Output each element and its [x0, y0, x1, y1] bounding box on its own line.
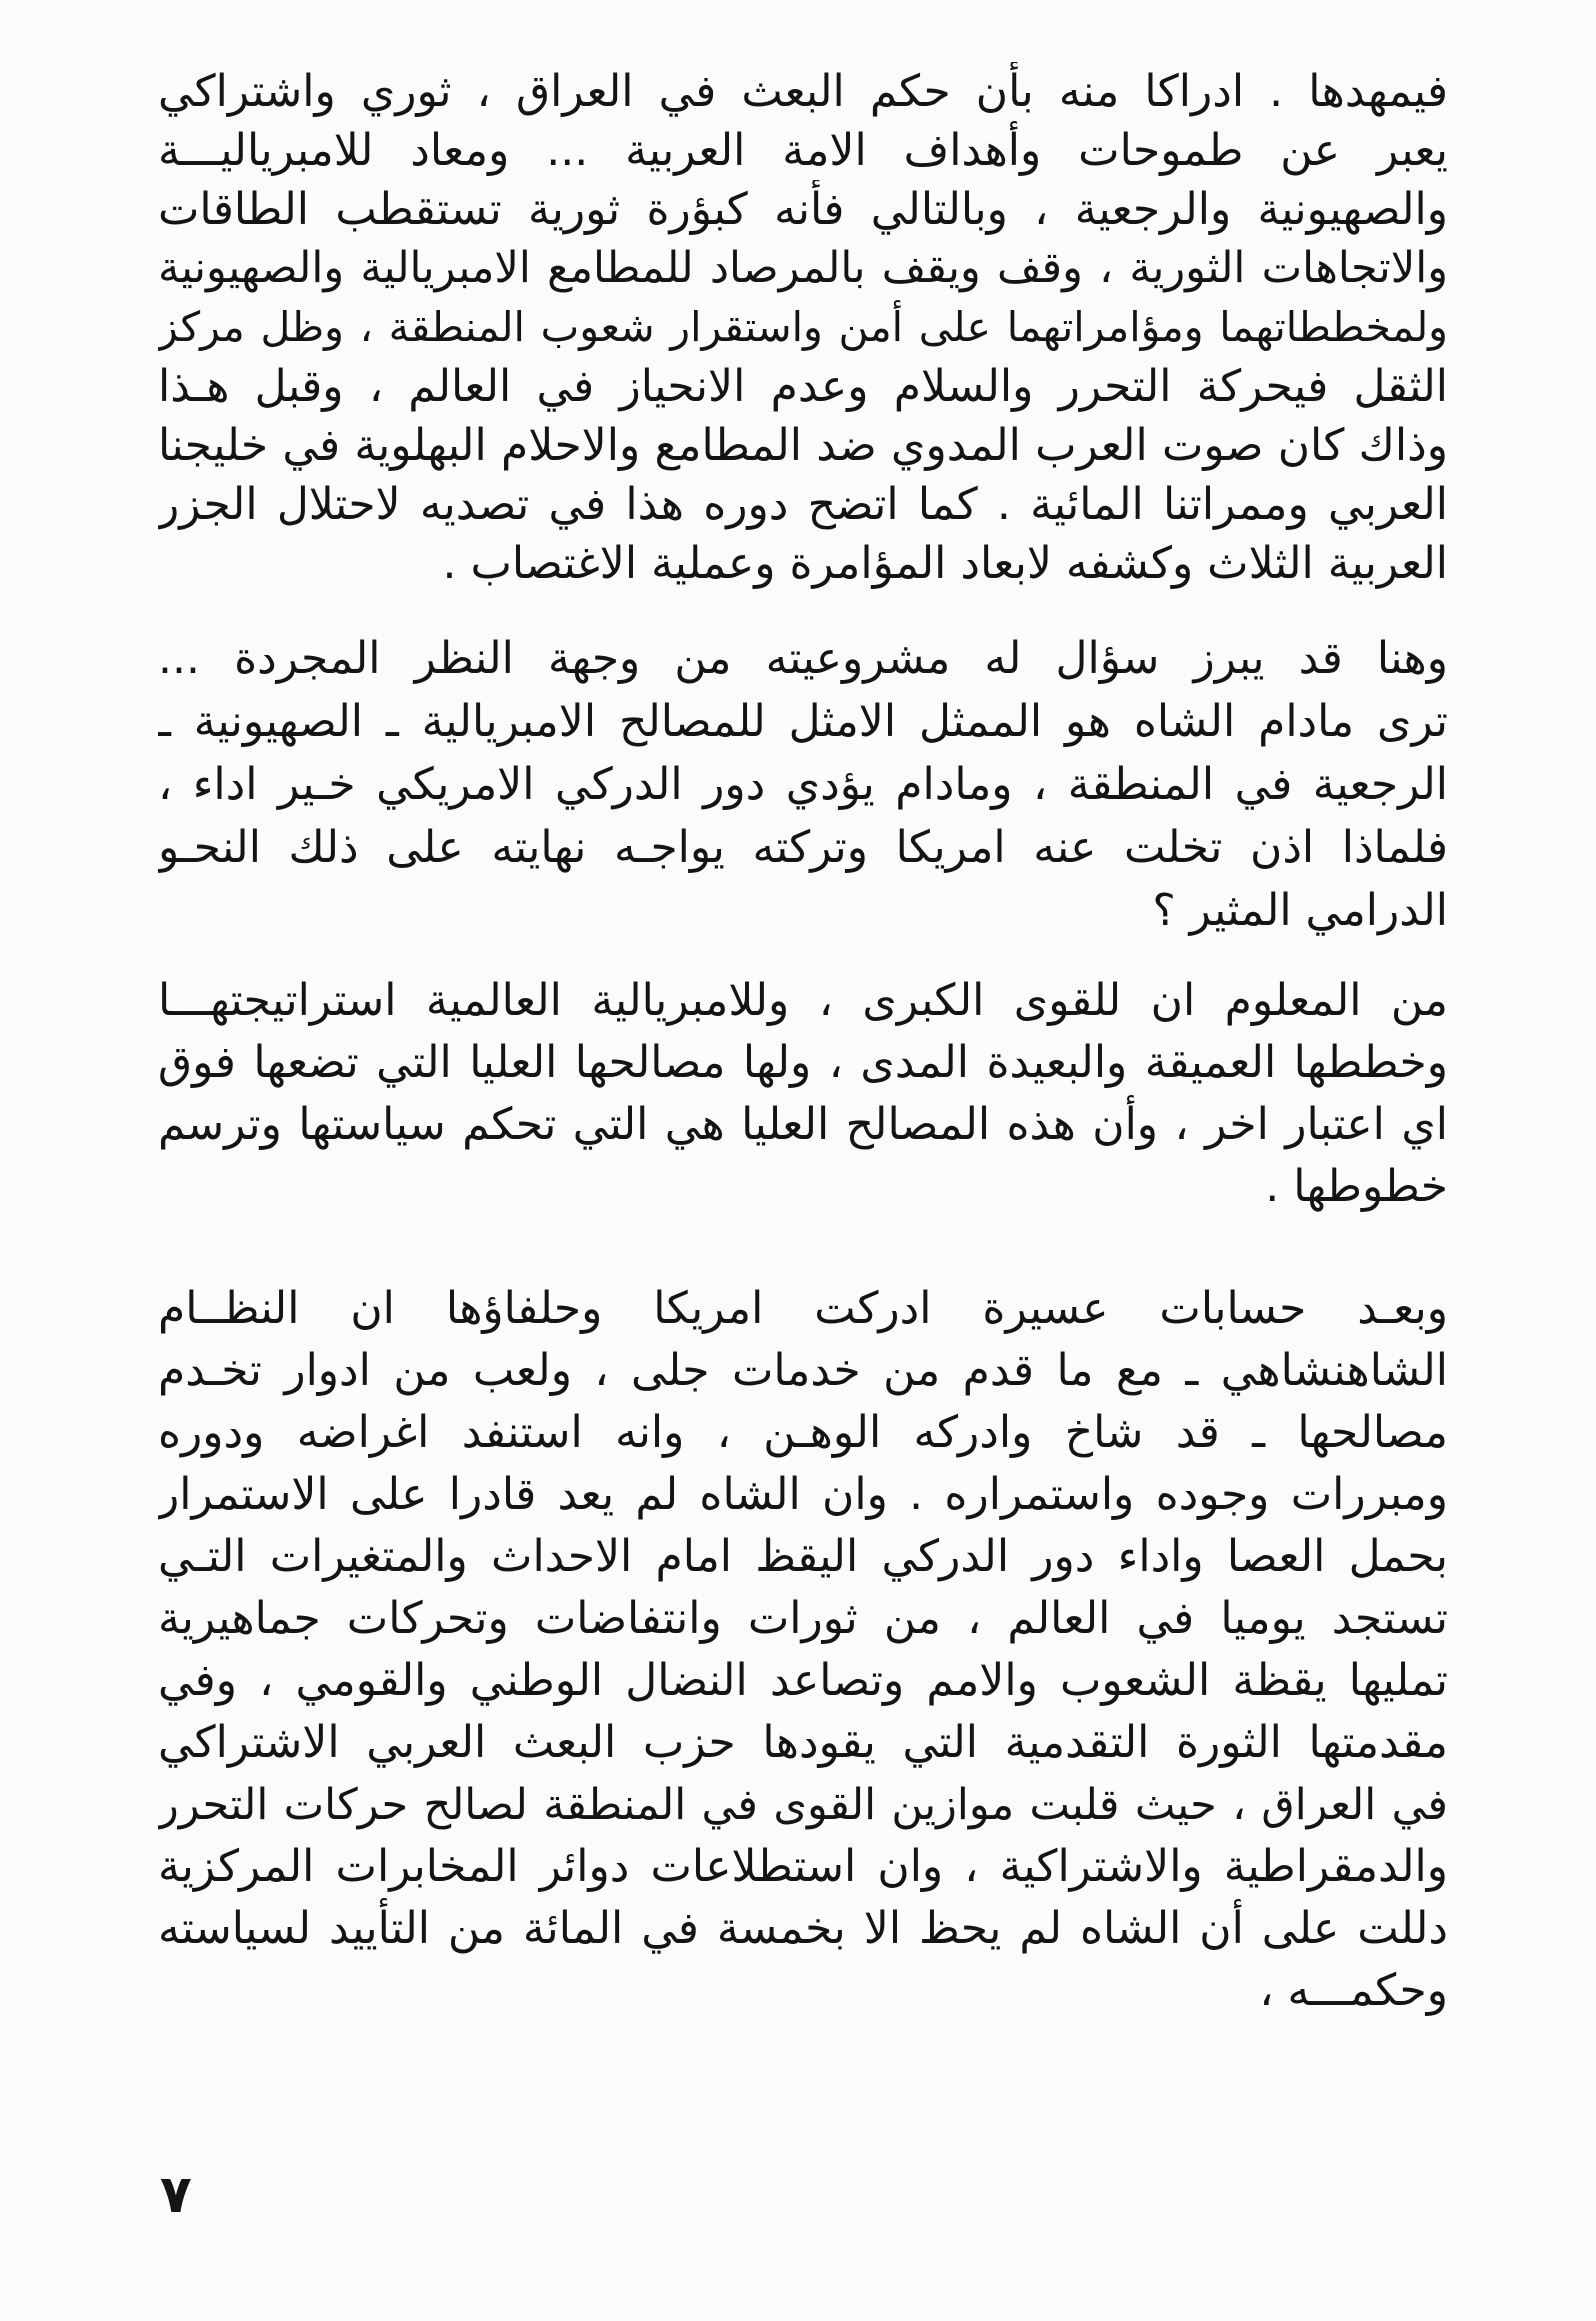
text-line: دللت على أن الشاه لم يحظ الا بخمسة في المائة من التأييد لسياسته	[158, 1903, 1448, 1954]
text-line: يعبر عن طموحات وأهداف الامة العربية ... ومعاد للامبرياليـــة	[158, 125, 1448, 176]
text-line: تستجد يوميا في العالم ، من ثورات وانتفاضات وتحركات جماهيرية	[158, 1593, 1448, 1644]
text-line: الدرامي المثير ؟	[1152, 885, 1448, 936]
text-line: من المعلوم ان للقوى الكبرى ، وللامبريالية العالمية استراتيجتهـــا	[158, 975, 1448, 1026]
text-line: وخططها العميقة والبعيدة المدى ، ولها مصالحها العليا التي تضعها فوق	[158, 1037, 1448, 1088]
text-line: خطوطها .	[1265, 1161, 1448, 1212]
text-line: العربي وممراتنا المائية . كما اتضح دوره هذا في تصديه لاحتلال الجزر	[158, 479, 1448, 530]
text-line: وهنا قد يبرز سؤال له مشروعيته من وجهة النظر المجردة ...	[158, 633, 1448, 684]
text-line: الثقل فيحركة التحرر والسلام وعدم الانحياز في العالم ، وقبل هـذا	[158, 361, 1448, 412]
text-line: مصالحها ـ قد شاخ وادركه الوهـن ، وانه استنفد اغراضه ودوره	[158, 1407, 1448, 1458]
text-line: فيمهدها . ادراكا منه بأن حكم البعث في العراق ، ثوري واشتراكي	[158, 66, 1448, 117]
text-line: العربية الثلاث وكشفه لابعاد المؤامرة وعملية الاغتصاب .	[442, 538, 1448, 589]
text-line: وبعـد حسابات عسيرة ادركت امريكا وحلفاؤها ان النظــام	[158, 1283, 1448, 1334]
text-line: اي اعتبار اخر ، وأن هذه المصالح العليا هي التي تحكم سياستها وترسم	[158, 1099, 1448, 1150]
text-line: ولمخططاتهما ومؤامراتهما على أمن واستقرار شعوب المنطقة ، وظل مركز	[158, 303, 1448, 351]
text-line: تمليها يقظة الشعوب والامم وتصاعد النضال الوطني والقومي ، وفي	[158, 1655, 1448, 1706]
text-line: ومبررات وجوده واستمراره . وان الشاه لم يعد قادرا على الاستمرار	[158, 1469, 1448, 1520]
page-number: ٧	[160, 2165, 192, 2225]
text-line: بحمل العصا واداء دور الدركي اليقظ امام الاحداث والمتغيرات التـي	[158, 1531, 1448, 1582]
text-line: في العراق ، حيث قلبت موازين القوى في المنطقة لصالح حركات التحرر	[158, 1780, 1448, 1830]
text-line: والدمقراطية والاشتراكية ، وان استطلاعات دوائر المخابرات المركزية	[158, 1841, 1448, 1892]
text-line: الرجعية في المنطقة ، ومادام يؤدي دور الدركي الامريكي خـير اداء ،	[158, 759, 1448, 810]
paragraph-3	[158, 970, 1448, 1218]
text-line: وحكمـــه ،	[1259, 1965, 1448, 2016]
text-line: وذاك كان صوت العرب المدوي ضد المطامع والاحلام البهلوية في خليجنا	[158, 420, 1448, 471]
text-line: الشاهنشاهي ـ مع ما قدم من خدمات جلى ، ولعب من ادوار تخـدم	[158, 1345, 1448, 1396]
body-text	[158, 62, 1448, 2022]
paragraph-1	[158, 62, 1448, 593]
text-line: مقدمتها الثورة التقدمية التي يقودها حزب البعث العربي الاشتراكي	[158, 1717, 1448, 1768]
text-line: فلماذا اذن تخلت عنه امريكا وتركته يواجـه نهايته على ذلك النحـو	[158, 822, 1448, 873]
paragraph-2	[158, 627, 1448, 942]
text-line: والاتجاهات الثورية ، وقف ويقف بالمرصاد للمطامع الامبريالية والصهيونية	[158, 243, 1448, 293]
paragraph-4	[158, 1278, 1448, 2022]
text-line: ترى مادام الشاه هو الممثل الامثل للمصالح الامبريالية ـ الصهيونية ـ	[158, 696, 1448, 747]
text-line: والصهيونية والرجعية ، وبالتالي فأنه كبؤرة ثورية تستقطب الطاقات	[158, 184, 1448, 235]
